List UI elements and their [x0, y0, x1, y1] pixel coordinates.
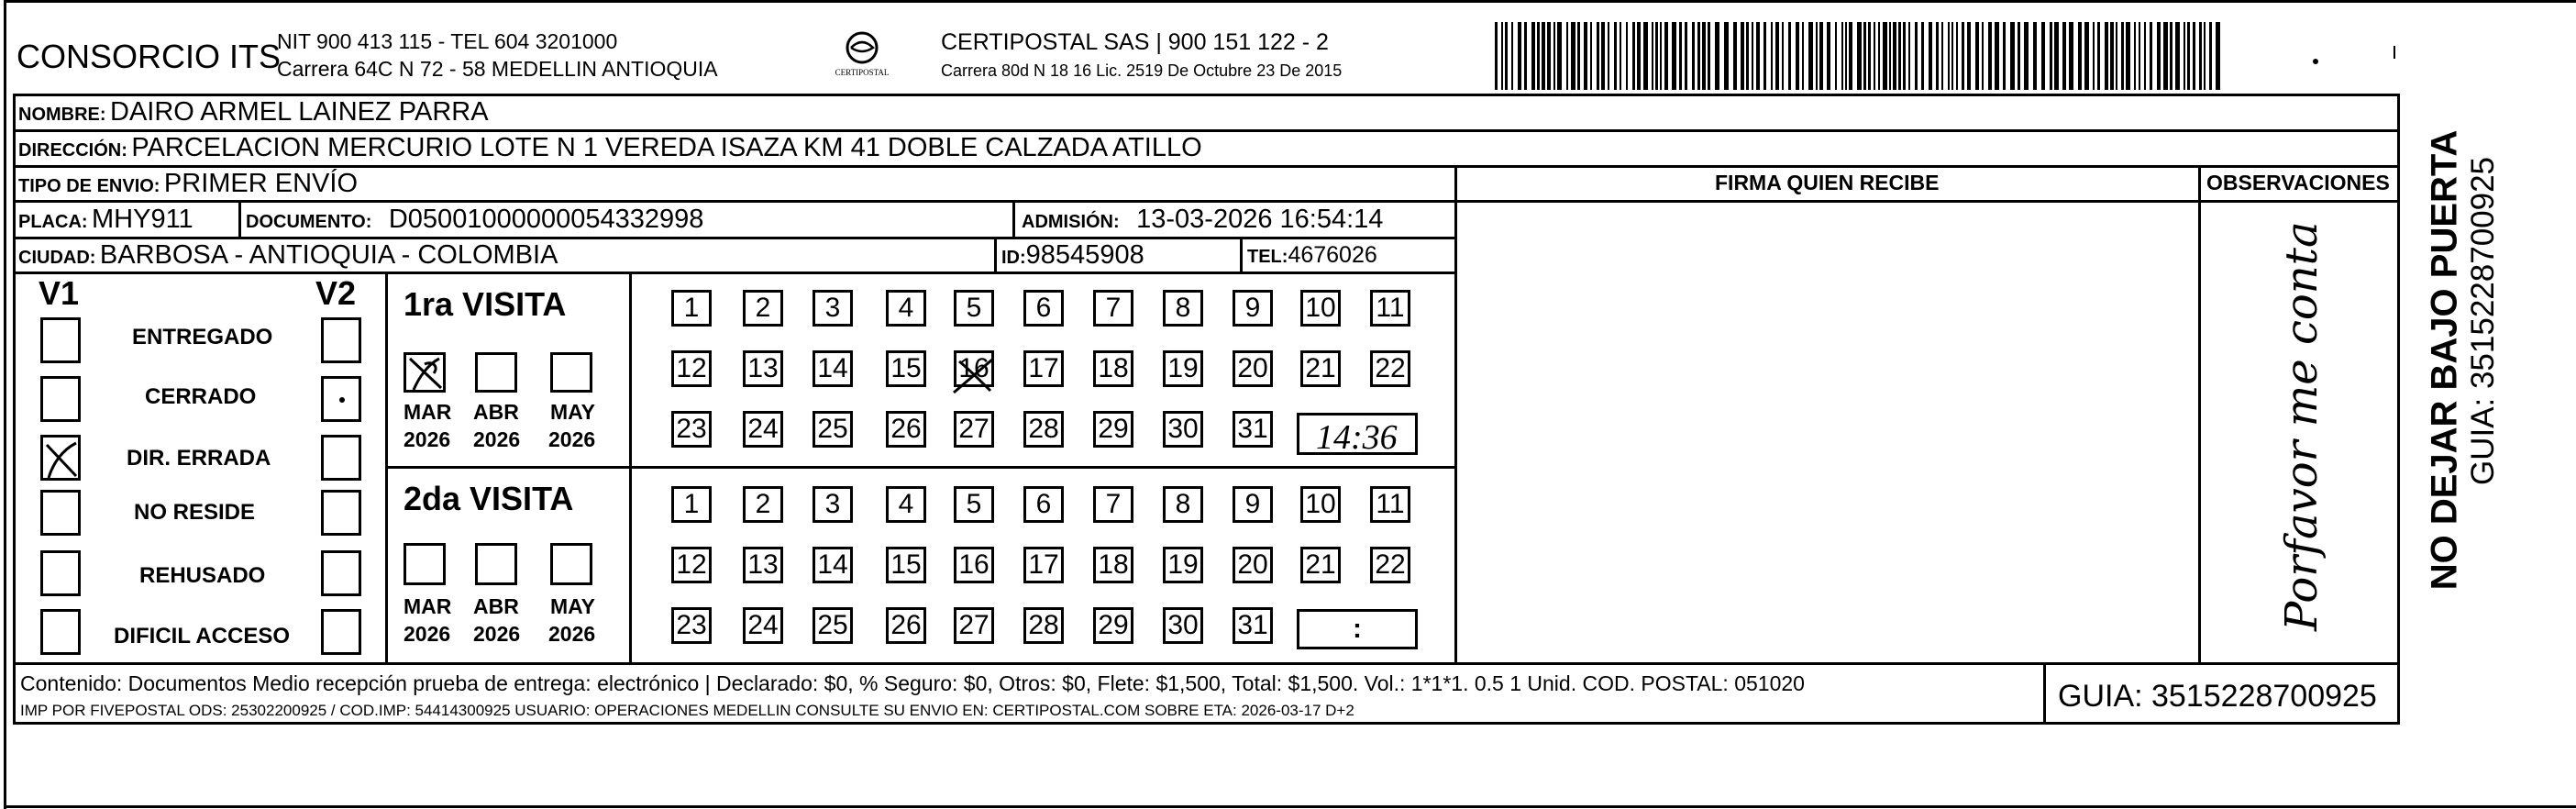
v2-dir-errada-checkbox[interactable]: [321, 435, 361, 481]
first-visit-day-1[interactable]: 1: [671, 290, 712, 327]
nombre-value: DAIRO ARMEL LAINEZ PARRA: [110, 97, 489, 127]
status-no-reside: NO RESIDE: [134, 500, 256, 525]
certipostal-logo-icon: [816, 28, 908, 83]
carrier-name: CERTIPOSTAL SAS | 900 151 122 - 2: [941, 29, 1329, 55]
second-visit-day-21[interactable]: 21: [1300, 547, 1341, 583]
row-line-6: [13, 662, 2400, 665]
company-nit: NIT 900 413 115 - TEL 604 3201000: [277, 29, 618, 53]
first-visit-day-9[interactable]: 9: [1233, 290, 1273, 327]
nombre-row: [18, 99, 489, 126]
v1-dificil-acceso-checkbox[interactable]: [40, 609, 81, 655]
first-visit-day-12[interactable]: 12: [671, 350, 712, 387]
second-visit-day-15[interactable]: 15: [886, 547, 926, 583]
second-visit-day-11[interactable]: 11: [1370, 486, 1410, 523]
first-visit-day-6[interactable]: 6: [1023, 290, 1064, 327]
first-visit-day-7[interactable]: 7: [1093, 290, 1133, 327]
admision-label: ADMISIÓN:: [1022, 212, 1120, 232]
first-year-may: 2026: [548, 427, 596, 451]
second-visit-day-16[interactable]: 16: [954, 547, 994, 583]
dot-mark: [2313, 59, 2318, 64]
first-visit-day-28[interactable]: 28: [1023, 411, 1064, 448]
v2-entregado-checkbox[interactable]: [321, 317, 361, 363]
first-visit-day-8[interactable]: 8: [1163, 290, 1203, 327]
side-guia: GUIA: 3515228700925: [2465, 156, 2501, 486]
obs-left-divider: [2198, 165, 2201, 662]
side-notice: NO DEJAR BAJO PUERTA: [2424, 129, 2465, 591]
id-row: [1001, 242, 1144, 269]
second-visit-day-18[interactable]: 18: [1093, 547, 1133, 583]
second-visit-day-14[interactable]: 14: [813, 547, 853, 583]
second-visit-day-28[interactable]: 28: [1023, 607, 1064, 644]
direccion-value: PARCELACION MERCURIO LOTE N 1 VEREDA ISAZA KM 41 DOBLE CALZADA ATILLO: [131, 133, 1202, 162]
nombre-label: NOMBRE:: [18, 105, 106, 125]
second-visit-day-20[interactable]: 20: [1233, 547, 1273, 583]
svg-text:CERTIPOSTAL: CERTIPOSTAL: [835, 68, 890, 77]
row-line-2: [13, 165, 2400, 168]
footer-guia: GUIA: 3515228700925: [2058, 679, 2377, 714]
handwritten-check-icon: [406, 355, 445, 392]
second-visit-day-5[interactable]: 5: [954, 486, 994, 523]
handwritten-check-icon: [43, 438, 80, 480]
second-visit-day-9[interactable]: 9: [1233, 486, 1273, 523]
first-visit-day-19[interactable]: 19: [1163, 350, 1203, 387]
second-visit-day-6[interactable]: 6: [1023, 486, 1064, 523]
first-visit-day-15[interactable]: 15: [886, 350, 926, 387]
placa-divider: [238, 200, 241, 237]
second-visit-day-8[interactable]: 8: [1163, 486, 1203, 523]
footer-line-2: IMP POR FIVEPOSTAL ODS: 25302200925 / COD.IMP: 54414300925 USUARIO: OPERACIONES MEDELLIN CONSULTE SU ENVIO EN: CERTIPOSTAL.COM SOBRE ETA: 2026-03-17 D+2: [20, 702, 1354, 719]
v2-cerrado-checkbox[interactable]: [321, 376, 361, 422]
tipo-label: TIPO DE ENVIO:: [18, 176, 160, 196]
row-line-1: [13, 129, 2400, 132]
second-visit-day-22[interactable]: 22: [1370, 547, 1410, 583]
second-month-mar: MAR: [404, 594, 452, 618]
bottom-edge-line: [4, 805, 2576, 808]
tipo-value: PRIMER ENVÍO: [163, 169, 359, 198]
observation-handwriting: [2210, 211, 2394, 651]
admision-value: 13-03-2026 16:54:14: [1136, 205, 1384, 234]
placa-row: [18, 206, 193, 233]
status-rehusado: REHUSADO: [139, 563, 266, 588]
id-divider: [994, 237, 997, 272]
second-visit-time: :: [1353, 614, 1362, 644]
first-year-mar: 2026: [404, 427, 451, 451]
first-visit-day-31[interactable]: 31: [1233, 411, 1273, 448]
v2-no-reside-checkbox[interactable]: [321, 490, 361, 536]
side-notice-wrap: [2408, 92, 2573, 642]
second-visit-day-3[interactable]: 3: [813, 486, 853, 523]
second-visit-time-box[interactable]: [1297, 609, 1418, 649]
second-visit-day-17[interactable]: 17: [1023, 547, 1064, 583]
status-dificil-acceso: DIFICIL ACCESO: [114, 624, 291, 648]
firma-header-line: [1454, 200, 2400, 203]
observation-handwritten-text: Porfavor me conta: [2276, 221, 2327, 631]
first-visit-day-17[interactable]: 17: [1023, 350, 1064, 387]
first-visit-day-24[interactable]: 24: [743, 411, 783, 448]
second-visit-day-4[interactable]: 4: [886, 486, 926, 523]
ciudad-row: [18, 242, 558, 269]
first-visit-time: 14:36: [1316, 418, 1398, 457]
second-visit-day-26[interactable]: 26: [886, 607, 926, 644]
main-form-box: [13, 94, 2400, 725]
second-visit-day-7[interactable]: 7: [1093, 486, 1133, 523]
tel-divider: [1240, 237, 1243, 272]
tick-mark: [2394, 46, 2395, 59]
first-month-may: MAY: [550, 400, 595, 424]
first-visit-month-abr-checkbox[interactable]: [475, 352, 517, 393]
second-visit-day-25[interactable]: 25: [813, 607, 853, 644]
status-cerrado: CERRADO: [145, 384, 257, 409]
tel-value: 4676026: [1288, 242, 1377, 268]
placa-value: MHY911: [92, 205, 193, 234]
observaciones-label: OBSERVACIONES: [2206, 171, 2390, 194]
second-visit-day-23[interactable]: 23: [671, 607, 712, 644]
id-value: 98545908: [1025, 240, 1144, 270]
v1-no-reside-checkbox[interactable]: [40, 490, 81, 536]
second-visit-day-2[interactable]: 2: [743, 486, 783, 523]
first-visit-day-18[interactable]: 18: [1093, 350, 1133, 387]
second-year-mar: 2026: [404, 622, 451, 646]
first-visit-month-may-checkbox[interactable]: [550, 352, 592, 393]
first-visit-day-20[interactable]: 20: [1233, 350, 1273, 387]
second-visit-day-30[interactable]: 30: [1163, 607, 1203, 644]
first-visit-day-21[interactable]: 21: [1300, 350, 1341, 387]
footer-guia-divider: [2043, 662, 2046, 725]
barcode: [1495, 22, 2228, 90]
v1-rehusado-checkbox[interactable]: [40, 550, 81, 596]
first-visit-time-box[interactable]: [1297, 413, 1418, 455]
first-visit-day-30[interactable]: 30: [1163, 411, 1203, 448]
first-visit-day-29[interactable]: 29: [1093, 411, 1133, 448]
second-visit-month-mar-checkbox[interactable]: [404, 543, 446, 585]
second-visit-title: 2da VISITA: [404, 480, 574, 517]
status-entregado: ENTREGADO: [132, 325, 273, 349]
first-visit-day-26[interactable]: 26: [886, 411, 926, 448]
company-name: CONSORCIO ITS: [17, 38, 282, 75]
visits-middle-line: [385, 466, 1456, 469]
first-visit-day-23[interactable]: 23: [671, 411, 712, 448]
first-visit-day-25[interactable]: 25: [813, 411, 853, 448]
footer-line-1: Contenido: Documentos Medio recepción prueba de entrega: electrónico | Declarado: $0, % Seguro: $0, Otros: $0, Flete: $1,500, Total: $1,500. Vol.: 1*1*1. 0.5 1 Unid. COD. POSTAL: 051020: [20, 671, 1805, 695]
second-visit-day-29[interactable]: 29: [1093, 607, 1133, 644]
documento-row: [246, 206, 703, 233]
carrier-address: Carrera 80d N 18 16 Lic. 2519 De Octubre 23 De 2015: [941, 61, 1343, 80]
first-visit-day-14[interactable]: 14: [813, 350, 853, 387]
second-visit-month-abr-checkbox[interactable]: [475, 543, 517, 585]
certipostal-logo: [816, 28, 908, 83]
first-visit-title: 1ra VISITA: [404, 285, 567, 323]
v2-label: V2: [315, 274, 357, 312]
first-visit-day-4[interactable]: 4: [886, 290, 926, 327]
status-dir-errada: DIR. ERRADA: [127, 446, 271, 471]
id-label: ID:: [1001, 248, 1026, 268]
direccion-row: [18, 135, 1202, 161]
placa-label: PLACA:: [18, 212, 88, 232]
first-month-mar: MAR: [404, 400, 452, 424]
left-edge-line: [4, 0, 6, 809]
v1-dir-errada-checkbox[interactable]: [40, 435, 81, 481]
second-visit-day-12[interactable]: 12: [671, 547, 712, 583]
second-year-abr: 2026: [473, 622, 521, 646]
documento-label: DOCUMENTO:: [246, 212, 372, 232]
admision-divider: [1012, 200, 1015, 237]
direccion-label: DIRECCIÓN:: [18, 140, 127, 161]
v2-rehusado-checkbox[interactable]: [321, 550, 361, 596]
row-line-5: [13, 272, 1456, 274]
first-visit-day-11[interactable]: 11: [1370, 290, 1410, 327]
first-visit-day-22[interactable]: 22: [1370, 350, 1410, 387]
first-visit-day-2[interactable]: 2: [743, 290, 783, 327]
documento-value: D05001000000054332998: [388, 205, 704, 234]
admision-row: [1022, 206, 1383, 233]
v1-cerrado-checkbox[interactable]: [40, 376, 81, 422]
ciudad-label: CIUDAD:: [18, 248, 96, 268]
company-address: Carrera 64C N 72 - 58 MEDELLIN ANTIOQUIA: [277, 57, 718, 81]
first-visit-day-13[interactable]: 13: [743, 350, 783, 387]
first-visit-day-16[interactable]: 16: [954, 350, 994, 387]
second-visit-day-1[interactable]: 1: [671, 486, 712, 523]
tel-label: TEL:: [1247, 247, 1288, 267]
second-visit-day-24[interactable]: 24: [743, 607, 783, 644]
first-visit-day-3[interactable]: 3: [813, 290, 853, 327]
tipo-row: [18, 171, 358, 197]
second-year-may: 2026: [548, 622, 596, 646]
second-visit-day-27[interactable]: 27: [954, 607, 994, 644]
second-visit-day-13[interactable]: 13: [743, 547, 783, 583]
second-visit-day-31[interactable]: 31: [1233, 607, 1273, 644]
day-16-strike-mark: [950, 356, 996, 396]
firma-left-divider: [1454, 165, 1457, 662]
first-visit-day-10[interactable]: 10: [1300, 290, 1341, 327]
v1-label: V1: [39, 274, 80, 312]
second-month-abr: ABR: [473, 594, 519, 618]
first-visit-day-5[interactable]: 5: [954, 290, 994, 327]
checkbox-dot-mark: [339, 397, 345, 403]
first-visit-day-27[interactable]: 27: [954, 411, 994, 448]
first-year-abr: 2026: [473, 427, 521, 451]
ciudad-value: BARBOSA - ANTIOQUIA - COLOMBIA: [99, 240, 558, 270]
v2-dificil-acceso-checkbox[interactable]: [321, 609, 361, 655]
second-month-may: MAY: [550, 594, 595, 618]
first-month-abr: ABR: [473, 400, 519, 424]
firma-label: FIRMA QUIEN RECIBE: [1715, 171, 1940, 194]
second-visit-month-may-checkbox[interactable]: [550, 543, 592, 585]
top-edge-line: [4, 0, 2576, 3]
first-visit-month-mar-checkbox[interactable]: [404, 352, 446, 393]
second-visit-day-19[interactable]: 19: [1163, 547, 1203, 583]
v1-entregado-checkbox[interactable]: [40, 317, 81, 363]
tel-row: [1247, 244, 1377, 267]
second-visit-day-10[interactable]: 10: [1300, 486, 1341, 523]
